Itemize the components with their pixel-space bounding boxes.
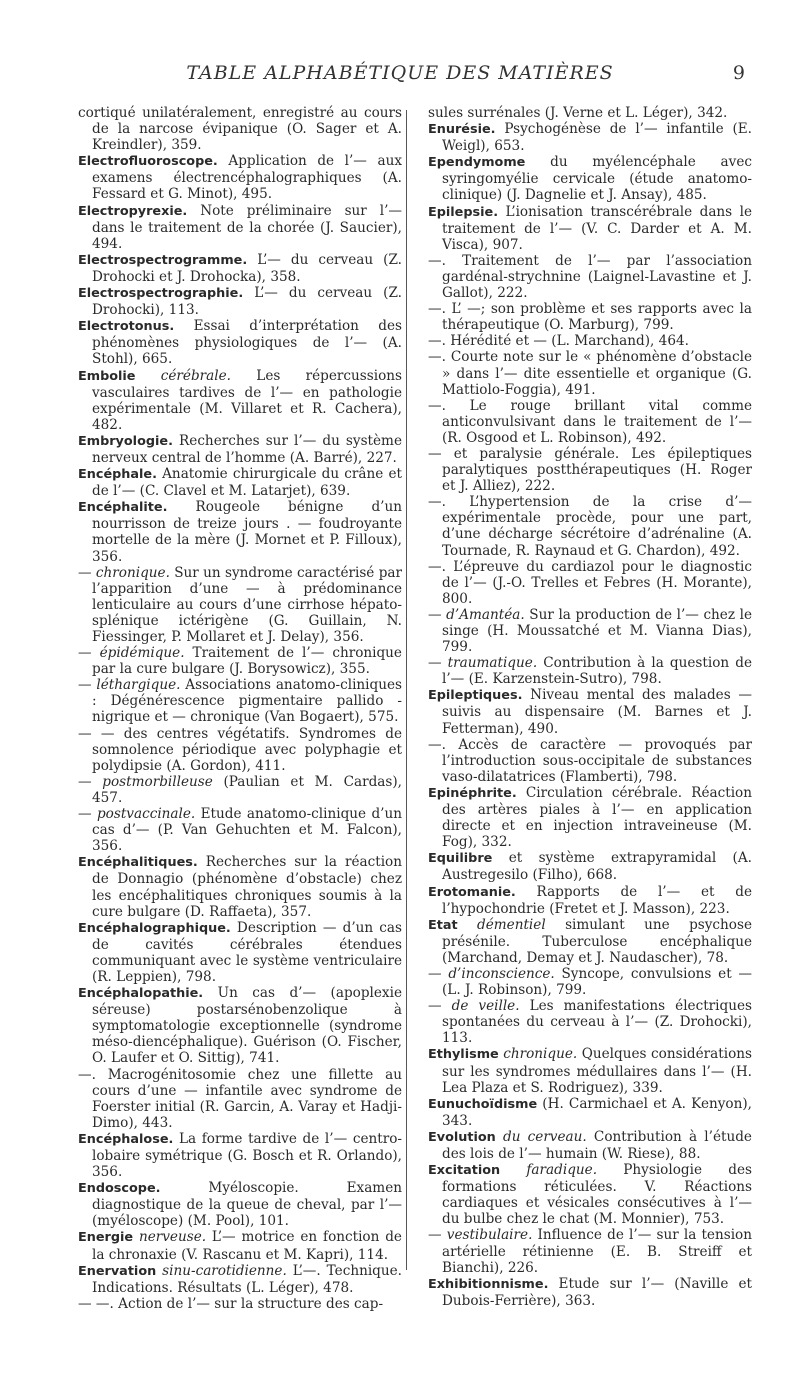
- entry-text: L’—. Technique. Indications. Résultats (L. Léger), 478.: [92, 1262, 402, 1296]
- index-entry: [78, 499, 402, 564]
- index-entry: [428, 917, 752, 966]
- entry-headword: Electrospectrographie.: [78, 286, 244, 302]
- index-entry: [78, 1180, 402, 1229]
- entry-text: Psychogénèse de l’— infantile (E. Weigl), 653.: [442, 121, 752, 155]
- entry-text: —. Traitement de l’— par l’association gardénal-strychnine (Laignel-Lavastine et J. Gallot), 222.: [428, 252, 752, 302]
- entry-text: Syncope, convulsions et — (L. J. Robinson), 799.: [442, 965, 752, 999]
- index-entry: [428, 301, 752, 333]
- entry-text: Application de l’— aux examens électrencéphalographiques (A. Fessard et G. Minot), 495.: [92, 153, 402, 203]
- entry-headword: Encéphalitiques.: [78, 855, 198, 871]
- index-entry: [428, 105, 752, 121]
- entry-text: L’ionisation transcérébrale dans le traitement de l’— (V. C. Darder et A. M. Visca), 907.: [442, 203, 752, 253]
- index-entry: [78, 466, 402, 499]
- entry-text: Note préliminaire sur l’— dans le traitement de la chorée (J. Saucier), 494.: [92, 202, 402, 252]
- index-entry: [428, 121, 752, 154]
- entry-qualifier: démentiel: [457, 916, 546, 933]
- entry-headword: Epilepsie.: [428, 204, 499, 220]
- index-entry: [78, 985, 402, 1066]
- entry-headword: Ependymome: [428, 155, 526, 171]
- entry-text: Contribution à l’étude des lois de l’— humain (W. Riese), 88.: [442, 1128, 752, 1162]
- index-entry: [428, 446, 752, 494]
- index-entry: [428, 559, 752, 607]
- entry-text: —. Accès de caractère — provoqués par l’introduction sous-occipitale de substances vaso-dilatatrices (Flamberti), 798.: [428, 736, 752, 785]
- entry-headword: Equilibre: [428, 851, 493, 867]
- index-entry: [78, 153, 402, 202]
- entry-qualifier: nerveuse.: [133, 1229, 207, 1246]
- index-entry: [78, 806, 402, 854]
- entry-text: (Paulian et M. Cardas), 457.: [92, 773, 402, 806]
- index-entry: [428, 1046, 752, 1095]
- entry-text: —. L’épreuve du cardiazol pour le diagnostic de l’— (J.-O. Trelles et Febres (H. Morante), 800.: [428, 558, 752, 607]
- entry-headword: Electropyrexie.: [78, 203, 188, 219]
- entry-text: Les manifestations électriques spontanées du cerveau à l’— (Z. Drohocki), 113.: [442, 998, 752, 1047]
- entry-headword: Exhibitionnisme.: [428, 1276, 549, 1292]
- index-entry: [428, 333, 752, 349]
- entry-qualifier: — chronique.: [78, 564, 170, 581]
- entry-text: Recherches sur l’— du système nerveux central de l’homme (A. Barré), 227.: [92, 432, 402, 466]
- entry-headword: Ethylisme: [428, 1047, 499, 1063]
- index-entry: [78, 1229, 402, 1262]
- entry-headword: Embolie: [78, 368, 136, 384]
- entry-qualifier: — vestibulaire.: [428, 1227, 533, 1244]
- index-entry: [428, 204, 752, 253]
- index-entry: [78, 1067, 402, 1131]
- entry-headword: Erotomanie.: [428, 884, 516, 900]
- entry-text: sules surrénales (J. Verne et L. Léger), 342.: [428, 105, 728, 121]
- entry-text: —. Le rouge brillant vital comme anticonvulsivant dans le traitement de l’— (R. Osgood et L. Robinson), 492.: [428, 397, 752, 446]
- entry-qualifier: — postvaccinale.: [78, 806, 196, 823]
- entry-qualifier: — léthargique.: [78, 677, 181, 694]
- index-entry: [78, 318, 402, 367]
- left-column: [78, 105, 402, 1312]
- entry-text: —. Hérédité et — (L. Marchand), 464.: [428, 333, 689, 350]
- index-entry: [428, 1276, 752, 1309]
- entry-headword: Eunuchoïdisme: [428, 1096, 538, 1112]
- entry-text: cortiqué unilatéralement, enregistré au cours de la narcose évipanique (O. Sager et A. Kreindler), 359.: [78, 105, 402, 154]
- index-entry: [428, 607, 752, 655]
- entry-text: Associations anatomo-cliniques : Dégénérescence pigmentaire pallido - nigrique et — chronique (Van Bogaert), 575.: [92, 677, 402, 726]
- entry-text: —. Courte note sur le « phénomène d’obstacle » dans l’— dite essentielle et organique (G. Mattiolo-Foggia), 491.: [428, 349, 752, 398]
- entry-text: Description — d’un cas de cavités cérébrales étendues communiquant avec le système ventriculaire (R. Leppien), 798.: [92, 919, 402, 985]
- index-entry: [78, 433, 402, 466]
- page-header: [0, 62, 800, 92]
- index-entry: [78, 726, 402, 774]
- entry-text: Un cas d’— (apoplexie séreuse) postarsénobenzolique à symptomatologie exceptionnelle (syndrome méso-diencéphalique). Guérison (O. Fischer, O. Laufer et O. Sittig), 741.: [92, 985, 402, 1067]
- entry-text: Recherches sur la réaction de Donnagio (phénomène d’obstacle) chez les encéphalitiques chroniques soumis à la cure bulgare (D. Raffaeta), 357.: [92, 854, 402, 920]
- index-entry: [428, 154, 752, 203]
- page-number: 9: [732, 62, 745, 84]
- index-entry: [78, 645, 402, 677]
- entry-text: —. L’ —; son problème et ses rapports avec la thérapeutique (O. Marburg), 799.: [428, 301, 752, 334]
- entry-text: Essai d’interprétation des phénomènes physiologiques de l’— (A. Stohl), 665.: [92, 318, 402, 368]
- index-entry: [428, 966, 752, 998]
- index-entry: [428, 253, 752, 301]
- index-entry: [428, 349, 752, 397]
- entry-qualifier: faradique.: [500, 1162, 598, 1179]
- entry-headword: Epinéphrite.: [428, 785, 517, 801]
- entry-qualifier: sinu-carotidienne.: [156, 1262, 287, 1279]
- entry-headword: Encéphalographique.: [78, 920, 231, 936]
- index-entry: [428, 850, 752, 883]
- entry-text: Sur un syndrome caractérisé par l’apparition d’une — à prédominance lenticulaire au cours d’une cirrhose hépato-splénique ictérigène (G. Guillain, N. Fiessinger, P. Mollaret et J. Delay), 356.: [92, 564, 402, 645]
- entry-headword: Encéphale.: [78, 467, 157, 483]
- entry-text: Sur la production de l’— chez le singe (H. Moussatché et M. Vianna Dias), 799.: [442, 606, 752, 656]
- index-entry: [78, 677, 402, 725]
- index-entry: [78, 285, 402, 318]
- index-entry: [78, 774, 402, 806]
- entry-text: du myélencéphale avec syringomyélie cervicale (étude anatomo-clinique) (J. Dagnelie et J. Ansay), 485.: [442, 154, 752, 204]
- index-entry: [428, 998, 752, 1046]
- index-entry: [428, 1162, 752, 1227]
- entry-headword: Encéphalose.: [78, 1131, 174, 1147]
- entry-headword: Encéphalopathie.: [78, 986, 204, 1002]
- entry-text: Rougeole bénigne d’un nourrisson de treize jours . — foudroyante mortelle de la mère (J. Mornet et P. Filloux), 356.: [92, 499, 402, 565]
- right-column: [428, 105, 752, 1309]
- entry-text: —. L’hypertension de la crise d’— expérimentale procède, pour une part, d’une décharge sécrétoire d’adrénaline (A. Tournade, R. Raynaud et G. Chardon), 492.: [428, 494, 752, 559]
- entry-text: Niveau mental des malades — suivis au dispensaire (M. Barnes et J. Fetterman), 490.: [442, 687, 752, 737]
- index-entry: [78, 920, 402, 985]
- index-entry: [78, 1263, 402, 1296]
- index-entry: [78, 368, 402, 433]
- entry-text: Contribution à la question de l’— (E. Karzenstein-Sutro), 798.: [442, 655, 752, 688]
- entry-headword: Enervation: [78, 1263, 157, 1279]
- entry-qualifier: — d’inconscience.: [428, 965, 555, 982]
- entry-text: Myéloscopie. Examen diagnostique de la queue de cheval, par l’— (myéloscope) (M. Pool), 101.: [92, 1180, 402, 1230]
- entry-qualifier: cérébrale.: [135, 367, 231, 384]
- column-divider: [406, 110, 407, 1270]
- entry-text: —. Macrogénitosomie chez une fillette au cours d’une — infantile avec syndrome de Foerster initial (R. Garcin, A. Varay et Hadji-Dimo), 443.: [78, 1066, 402, 1131]
- index-entry: [78, 1131, 402, 1180]
- index-entry: [78, 1296, 402, 1312]
- index-entry: [428, 1227, 752, 1275]
- entry-text: et système extrapyramidal (A. Austregesilo (Filho), 668.: [442, 850, 752, 884]
- entry-qualifier: chronique.: [498, 1046, 578, 1063]
- entry-text: Etude anatomo-clinique d’un cas d’— (P. Van Gehuchten et M. Falcon), 356.: [92, 806, 402, 855]
- index-entry: [428, 494, 752, 558]
- index-entry: [78, 565, 402, 645]
- entry-headword: Enurésie.: [428, 122, 496, 138]
- entry-text: Traitement de l’— chronique par la cure bulgare (J. Borysowicz), 355.: [92, 645, 402, 678]
- index-entry: [78, 854, 402, 919]
- entry-headword: Endoscope.: [78, 1181, 161, 1197]
- index-entry: [428, 1129, 752, 1162]
- index-entry: [78, 203, 402, 252]
- entry-qualifier: — d’Amantéa.: [428, 606, 525, 623]
- entry-headword: Excitation: [428, 1163, 501, 1179]
- entry-headword: Etat: [428, 917, 458, 933]
- entry-text: L’— du cerveau (Z. Drohocki et J. Drohocka), 358.: [92, 251, 402, 285]
- entry-text: Physiologie des formations réticulées. V. Réactions cardiaques et vésicales consécutives à l’— du bulbe chez le chat (M. Monnier), 753.: [442, 1162, 752, 1228]
- entry-text: La forme tardive de l’— centro-lobaire symétrique (G. Bosch et R. Orlando), 356.: [92, 1130, 402, 1181]
- index-entry: [428, 655, 752, 687]
- index-entry: [428, 884, 752, 917]
- entry-headword: Electrospectrogramme.: [78, 252, 248, 268]
- entry-text: Les répercussions vasculaires tardives de l’— en pathologie expérimentale (M. Villaret et R. Cachera), 482.: [92, 367, 402, 433]
- entry-headword: Embryologie.: [78, 433, 173, 449]
- entry-qualifier: — traumatique.: [428, 655, 538, 672]
- page-title: TABLE ALPHABÉTIQUE DES MATIÈRES: [186, 62, 614, 84]
- entry-text: Rapports de l’— et de l’hypochondrie (Fretet et J. Masson), 223.: [442, 883, 752, 917]
- entry-text: (H. Carmichael et A. Kenyon), 343.: [442, 1095, 752, 1129]
- entry-text: L’— motrice en fonction de la chronaxie (V. Rascanu et M. Kapri), 114.: [92, 1229, 402, 1263]
- index-entry: [428, 687, 752, 736]
- entry-headword: Encéphalite.: [78, 500, 168, 516]
- entry-qualifier: — de veille.: [428, 998, 520, 1015]
- entry-text: Etude sur l’— (Naville et Dubois-Ferrière), 363.: [442, 1275, 752, 1309]
- index-entry: [78, 252, 402, 285]
- entry-headword: Energie: [78, 1230, 134, 1246]
- entry-headword: Electrotonus.: [78, 319, 175, 335]
- entry-headword: Evolution: [428, 1129, 496, 1145]
- index-entry: [428, 785, 752, 850]
- index-entry: [428, 398, 752, 446]
- index-entry: [428, 1096, 752, 1129]
- entry-qualifier: du cerveau.: [495, 1128, 587, 1145]
- entry-qualifier: — épidémique.: [78, 645, 185, 662]
- entry-text: — —. Action de l’— sur la structure des cap-: [78, 1295, 384, 1312]
- entry-text: — — des centres végétatifs. Syndromes de somnolence périodique avec polyphagie et polydipsie (A. Gordon), 411.: [78, 725, 402, 774]
- entry-qualifier: — postmorbilleuse: [78, 773, 213, 790]
- entry-text: L’— du cerveau (Z. Drohocki), 113.: [92, 285, 402, 319]
- entry-text: simulant une psychose présénile. Tuberculose encéphalique (Marchand, Demay et J. Naudascher), 78.: [442, 916, 752, 966]
- entry-text: Circulation cérébrale. Réaction des artères piales à l’— en application directe et en injection intraveineuse (M. Fog), 332.: [442, 784, 752, 851]
- entry-text: Quelques considérations sur les syndromes médullaires dans l’— (H. Lea Plaza et S. Rodriguez), 339.: [442, 1046, 752, 1096]
- entry-headword: Epileptiques.: [428, 688, 523, 704]
- entry-headword: Electrofluoroscope.: [78, 154, 218, 170]
- entry-text: — et paralysie générale. Les épileptiques paralytiques postthérapeutiques (H. Roger et J. Alliez), 222.: [428, 445, 752, 495]
- index-entry: [78, 105, 402, 153]
- entry-text: Influence de l’— sur la tension artérielle rétinienne (E. B. Streiff et Bianchi), 226.: [442, 1227, 752, 1276]
- index-entry: [428, 737, 752, 785]
- entry-text: Anatomie chirurgicale du crâne et de l’— (C. Clavel et M. Latarjet), 639.: [92, 466, 402, 500]
